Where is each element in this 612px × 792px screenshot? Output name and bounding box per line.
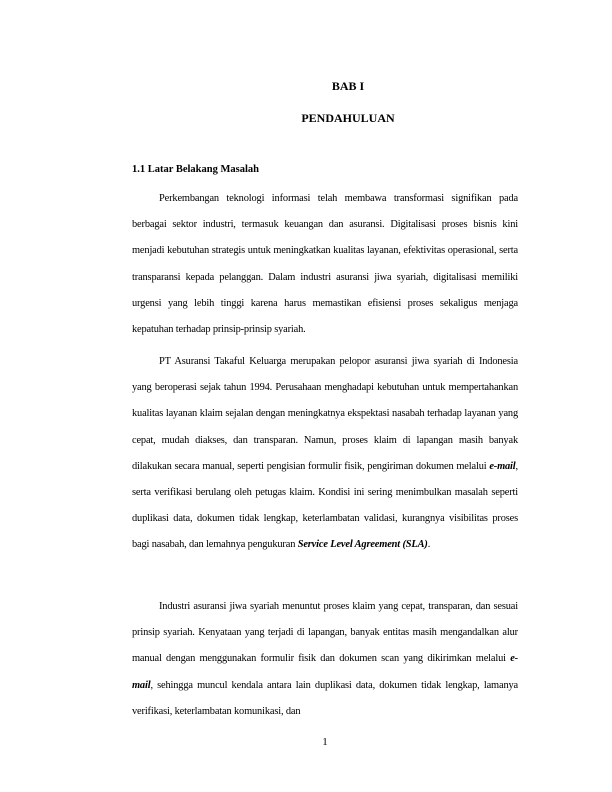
section-heading: 1.1 Latar Belakang Masalah bbox=[132, 164, 259, 175]
page-number: 1 bbox=[322, 736, 328, 748]
paragraph-1-text: Perkembangan teknologi informasi telah membawa transformasi signifikan pada berbagai sektor industri, termasuk keuangan dan asuransi. Digitalisasi proses bisnis kini menjadi kebutuhan strategis untuk meningkatkan kualitas layanan, efektivitas operasional, serta transparansi kepada pelanggan. Dalam industri asuransi jiwa syariah, digitalisasi memiliki urgensi yang lebih tinggi karena harus memastikan efisiensi proses sekaligus menjaga kepatuhan terhadap prinsip-prinsip syariah. bbox=[132, 193, 518, 336]
paragraph-2-text-b: , serta verifikasi berulang oleh petugas klaim. Kondisi ini sering menimbulkan masalah seperti duplikasi data, dokumen tidak lengkap, keterlambatan validasi, kurangnya visibilitas proses bagi nasabah, dan lemahnya pengukuran bbox=[132, 460, 518, 551]
paragraph-2 bbox=[132, 349, 518, 559]
chapter-number: BAB I bbox=[331, 79, 365, 93]
sla-term: Service Level Agreement (SLA) bbox=[297, 539, 428, 551]
paragraph-1 bbox=[132, 186, 518, 343]
paragraph-3 bbox=[132, 594, 518, 725]
paragraph-2-text-c: . bbox=[427, 539, 431, 551]
chapter-title: PENDAHULUAN bbox=[301, 111, 395, 125]
email-term: e-mail bbox=[132, 653, 518, 691]
paragraph-3-text-a: Industri asuransi jiwa syariah menuntut proses klaim yang cepat, transparan, dan sesuai prinsip syariah. Kenyataan yang terjadi di lapangan, banyak entitas masih mengandalkan alur manual dengan menggunakan formulir fisik dan dokumen scan yang dikirimkan melalui bbox=[132, 601, 518, 665]
paragraph-3-text-b: , sehingga muncul kendala antara lain duplikasi data, dokumen tidak lengkap, lamanya verifikasi, keterlambatan komunikasi, dan bbox=[132, 679, 518, 717]
paragraph-2-text-a: PT Asuransi Takaful Keluarga merupakan pelopor asuransi jiwa syariah di Indonesia yang beroperasi sejak tahun 1994. Perusahaan menghadapi kebutuhan untuk mempertahankan kualitas layanan klaim sejalan dengan meningkatnya ekspektasi nasabah terhadap layanan yang cepat, mudah diakses, dan transparan. Namun, proses klaim di lapangan masih banyak dilakukan secara manual, seperti pengisian formulir fisik, pengiriman dokumen melalui bbox=[132, 356, 518, 472]
email-term: e-mail bbox=[489, 460, 516, 472]
